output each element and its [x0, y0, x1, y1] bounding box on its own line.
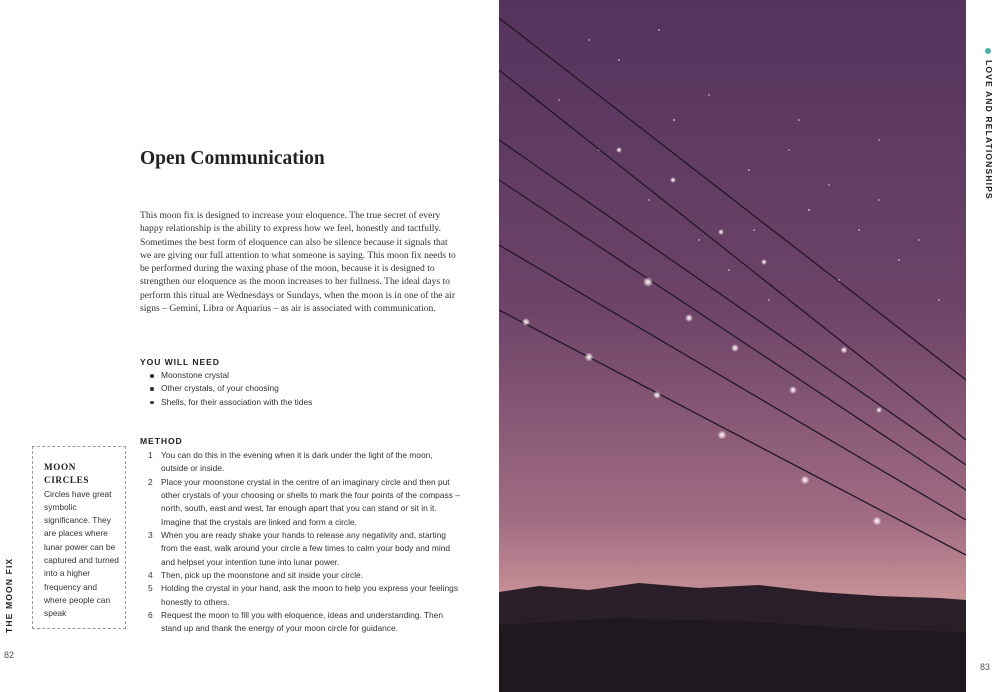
- bright-star: [789, 386, 797, 394]
- star: [808, 209, 810, 211]
- step-number: 6: [148, 610, 153, 621]
- method-step: [146, 609, 460, 636]
- method-step: [146, 569, 460, 582]
- page-number-right: 83: [980, 662, 991, 672]
- step-number: 5: [148, 583, 153, 594]
- star: [698, 239, 699, 240]
- star: [618, 59, 620, 61]
- bright-star: [761, 259, 767, 265]
- method-step: [146, 476, 460, 529]
- right-margin: [966, 0, 1000, 692]
- page-title: Open Communication: [140, 148, 325, 169]
- need-item: Other crystals, of your choosing: [146, 382, 312, 395]
- star: [918, 239, 919, 240]
- method-step: [146, 529, 460, 569]
- star: [898, 259, 900, 261]
- bright-star: [522, 318, 530, 326]
- star: [748, 169, 750, 171]
- bright-star: [670, 177, 676, 183]
- step-text: Then, pick up the moonstone and sit inside your circle.: [161, 570, 364, 581]
- star: [878, 139, 879, 140]
- you-will-need-heading: YOU WILL NEED: [140, 357, 220, 367]
- bright-star: [718, 431, 727, 440]
- bright-star: [616, 147, 622, 153]
- star: [753, 229, 755, 231]
- bright-star: [585, 353, 594, 362]
- star: [788, 149, 789, 150]
- bright-star: [876, 407, 882, 413]
- star: [708, 94, 709, 95]
- bright-star: [731, 344, 739, 352]
- you-will-need-list: [146, 369, 312, 409]
- running-head-left: THE MOON FIX: [4, 557, 14, 633]
- bright-star: [801, 476, 810, 485]
- intro-paragraph: This moon fix is designed to increase your eloquence. The true secret of every happy relationship is the ability to express how we feel, honestly and tactfully. Sometimes the best form of eloquence can also be silence because it signals that we are giving our full attention to what someone is saying. This moon fix needs to be performed during the waxing phase of the moon, because it is designed to strengthen our eloquence as the moon increases to her fullness. The ideal days to perform this ritual are Wednesdays or Sundays, when the moon is in one of the air signs – Gemini, Libra or Aquarius – as air is associated with communication.: [140, 210, 456, 314]
- method-heading: METHOD: [140, 436, 183, 446]
- star: [658, 29, 660, 31]
- step-text: Holding the crystal in your hand, ask the moon to help you express your feelings honestly to others.: [161, 583, 459, 607]
- star: [673, 119, 675, 121]
- bright-star: [841, 347, 848, 354]
- sidebar-title: MOON CIRCLES: [44, 462, 90, 486]
- star: [768, 299, 769, 300]
- star: [828, 184, 829, 185]
- bright-star: [873, 517, 882, 526]
- method-step: [146, 449, 460, 476]
- star: [728, 269, 730, 271]
- step-text: Place your moonstone crystal in the centre of an imaginary circle and then put other crystals of your choosing or shells to mark the four points of the compass – north, south, east and west, far enough apart that you can stand or sit in it. Imagine that the crystals are linked and form a circle.: [161, 476, 460, 527]
- star: [588, 39, 589, 40]
- bright-star: [685, 314, 693, 322]
- step-text: Request the moon to fill you with eloquence, ideas and understanding. Then stand up and thank the energy of your moon circle for guidance.: [161, 610, 443, 634]
- star: [648, 199, 649, 200]
- night-sky-photo: [499, 0, 966, 692]
- bright-star: [718, 229, 724, 235]
- moon-circles-sidebar: [32, 446, 126, 629]
- sidebar-text: Circles have great symbolic significance. They are places where lunar power can be captured and turned into a higher frequency and where people can speak: [44, 488, 119, 619]
- step-number: 3: [148, 530, 153, 541]
- star: [858, 229, 860, 231]
- bright-star: [653, 391, 661, 399]
- method-steps: [146, 449, 460, 636]
- star: [938, 299, 939, 300]
- need-item: Shells, for their association with the tides: [146, 396, 312, 409]
- left-page: [0, 0, 499, 692]
- method-step: [146, 582, 460, 609]
- section-marker-dot: [985, 48, 991, 54]
- star: [878, 199, 879, 200]
- bright-star: [643, 277, 653, 287]
- need-item: Moonstone crystal: [146, 369, 312, 382]
- step-number: 4: [148, 570, 153, 581]
- step-number: 1: [148, 450, 153, 460]
- star: [558, 99, 559, 100]
- running-head-right: LOVE AND RELATIONSHIPS: [984, 60, 994, 200]
- star: [798, 119, 800, 121]
- step-text: You can do this in the evening when it is dark under the light of the moon, outside or inside.: [161, 450, 433, 474]
- step-number: 2: [148, 476, 153, 487]
- step-text: When you are ready shake your hands to release any negativity and, starting from the east, walk around your circle a few times to calm your body and mind and helpset your intention tune into lunar power.: [161, 530, 451, 567]
- page-number-left: 82: [4, 650, 15, 660]
